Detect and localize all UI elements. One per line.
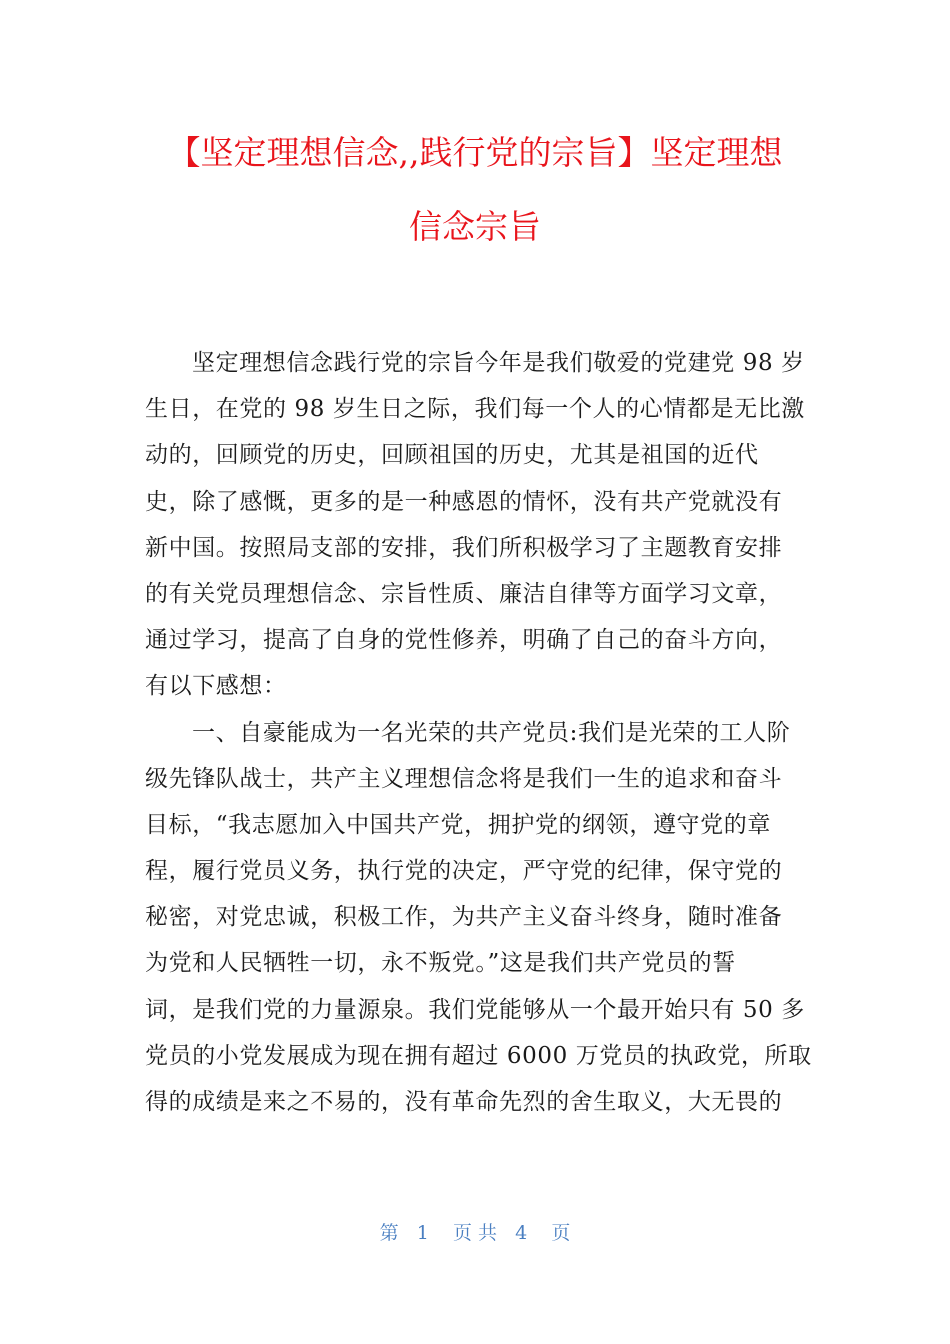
page-footer: 第 1 页 共 4 页 [379,1222,571,1244]
document-body [145,340,810,1125]
body-line: 秘密，对党忠诚，积极工作，为共产主义奋斗终身，随时准备 [145,904,783,931]
body-line: 级先锋队战士，共产主义理想信念将是我们一生的追求和奋斗 [145,765,783,792]
body-line: 目标，“我志愿加入中国共产党，拥护党的纲领，遵守党的章 [145,811,771,838]
body-line: 坚定理想信念践行党的宗旨今年是我们敬爱的党建党 98 岁 [192,350,805,376]
body-line: 生日，在党的 98 岁生日之际，我们每一个人的心情都是无比激 [145,396,805,423]
body-line: 有以下感想： [145,673,287,700]
document-title-line-2: 信念宗旨 [409,207,541,246]
document-title-line-1: 【坚定理想信念,,践行党的宗旨】坚定理想 [167,133,783,172]
body-line: 史，除了感慨，更多的是一种感恩的情怀，没有共产党就没有 [145,488,783,515]
body-line: 新中国。按照局支部的安排，我们所积极学习了主题教育安排 [145,534,783,561]
body-line: 党员的小党发展成为现在拥有超过 6000 万党员的执政党，所取 [145,1042,812,1069]
body-line: 词，是我们党的力量源泉。我们党能够从一个最开始只有 50 多 [145,996,805,1023]
body-line: 一、自豪能成为一名光荣的共产党员:我们是光荣的工人阶 [192,719,791,746]
body-line: 的有关党员理想信念、宗旨性质、廉洁自律等方面学习文章， [145,580,783,607]
body-line: 为党和人民牺牲一切，永不叛党。”这是我们共产党员的誓 [145,950,736,977]
body-line: 得的成绩是来之不易的，没有革命先烈的舍生取义，大无畏的 [145,1089,783,1115]
body-line: 程，履行党员义务，执行党的决定，严守党的纪律，保守党的 [145,858,783,885]
body-line: 通过学习，提高了自身的党性修养，明确了自己的奋斗方向， [145,627,783,654]
body-line: 动的，回顾党的历史，回顾祖国的历史，尤其是祖国的近代 [145,442,759,469]
